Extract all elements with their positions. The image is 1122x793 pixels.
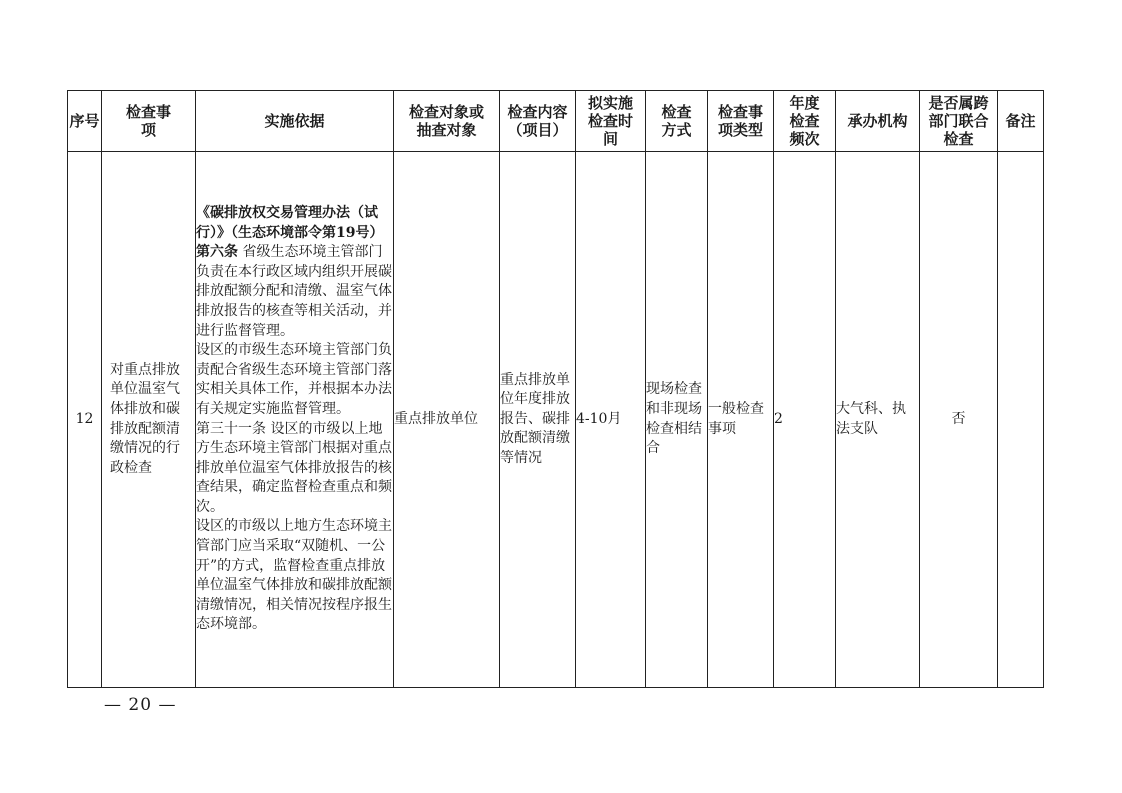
header-freq: 年度检查频次 <box>774 91 836 152</box>
cell-basis <box>196 152 394 688</box>
header-time: 拟实施检查时间 <box>576 91 646 152</box>
cell-target: 重点排放单位 <box>394 152 500 688</box>
header-method: 检查方式 <box>646 91 708 152</box>
header-org: 承办机构 <box>836 91 920 152</box>
basis-article-6-lead: 第六条 <box>196 244 238 261</box>
cell-org: 大气科、执法支队 <box>836 152 920 688</box>
header-joint: 是否属跨部门联合检查 <box>920 91 998 152</box>
header-basis: 实施依据 <box>196 91 394 152</box>
cell-type: 一般检查事项 <box>708 152 774 688</box>
page-number: — 20 — <box>104 695 177 715</box>
cell-method: 现场检查和非现场检查相结合 <box>646 152 708 688</box>
cell-content: 重点排放单位年度排放报告、碳排放配额清缴等情况 <box>500 152 576 688</box>
cell-remark <box>998 152 1044 688</box>
header-type: 检查事项类型 <box>708 91 774 152</box>
basis-article-31: 第三十一条 设区的市级以上地方生态环境主管部门根据对重点排放单位温室气体排放报告的核查结果，确定监督检查重点和频次。 <box>196 420 392 515</box>
header-target: 检查对象或抽查对象 <box>394 91 500 152</box>
cell-time: 4-10月 <box>576 152 646 688</box>
cell-freq: 2 <box>774 152 836 688</box>
header-seq: 序号 <box>68 91 102 152</box>
basis-article-6-text: 省级生态环境主管部门负责在本行政区域内组织开展碳排放配额分配和清缴、温室气体排放报告的核查等相关活动，并进行监督管理。 <box>196 244 392 339</box>
cell-seq: 12 <box>68 152 102 688</box>
header-item: 检查事项 <box>102 91 196 152</box>
cell-item: 对重点排放单位温室气体排放和碳排放配额清缴情况的行政检查 <box>102 152 196 688</box>
header-remark: 备注 <box>998 91 1044 152</box>
header-content: 检查内容（项目） <box>500 91 576 152</box>
basis-double-random: 设区的市级以上地方生态环境主管部门应当采取“双随机、一公开”的方式，监督检查重点排放单位温室气体排放和碳排放配额清缴情况，相关情况按程序报生态环境部。 <box>196 518 392 633</box>
basis-city-duty: 设区的市级生态环境主管部门负责配合省级生态环境主管部门落实相关具体工作，并根据本办法有关规定实施监督管理。 <box>196 342 392 417</box>
basis-title: 《碳排放权交易管理办法（试行）》（生态环境部令第19号） <box>196 204 384 241</box>
basis-article-6 <box>196 243 393 341</box>
header-row <box>68 91 1044 152</box>
inspection-table <box>67 90 1044 688</box>
cell-joint: 否 <box>920 152 998 688</box>
table-row <box>68 152 1044 688</box>
